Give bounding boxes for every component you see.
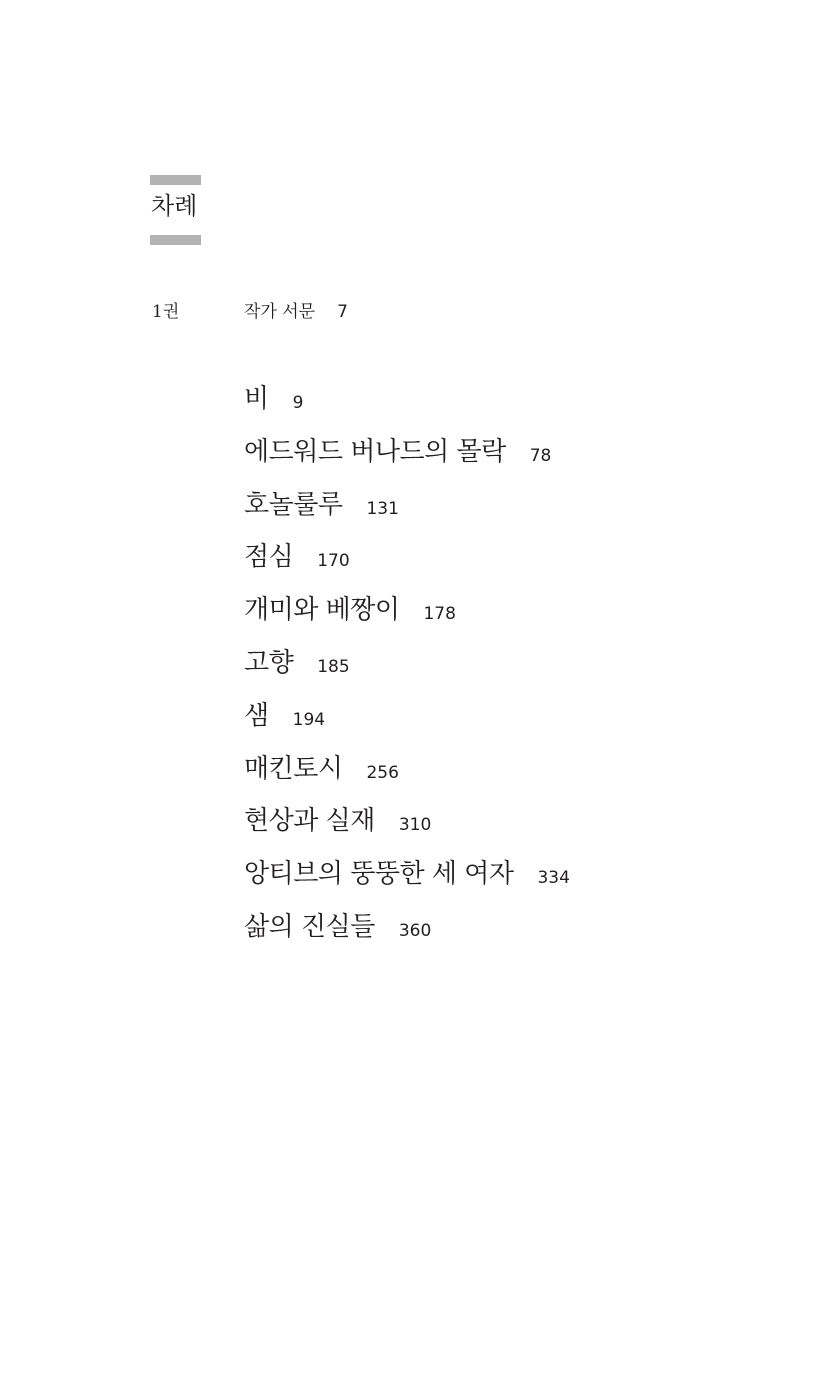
preface-title: 작가 서문 bbox=[244, 302, 316, 322]
toc-item bbox=[244, 434, 570, 487]
toc-item-title: 고향 bbox=[244, 647, 294, 678]
toc-list bbox=[244, 381, 570, 962]
preface-entry bbox=[244, 302, 348, 322]
toc-item bbox=[244, 751, 570, 804]
toc-item bbox=[244, 856, 570, 909]
toc-item-page: 360 bbox=[398, 920, 432, 941]
preface-page-number: 7 bbox=[337, 302, 348, 322]
toc-item-page: 310 bbox=[398, 815, 432, 836]
header-bottom-bar bbox=[150, 235, 201, 245]
toc-item-page: 178 bbox=[423, 604, 456, 625]
toc-item-title: 호놀룰루 bbox=[244, 489, 343, 520]
toc-item bbox=[244, 803, 570, 856]
toc-item-page: 170 bbox=[317, 551, 350, 572]
toc-item bbox=[244, 592, 570, 645]
toc-item-page: 78 bbox=[529, 445, 552, 466]
volume-label: 1권 bbox=[152, 302, 180, 322]
toc-header bbox=[150, 175, 201, 245]
toc-item-title: 현상과 실재 bbox=[244, 806, 375, 837]
toc-item-title: 에드워드 버나드의 몰락 bbox=[244, 436, 506, 467]
toc-item-title: 비 bbox=[244, 384, 269, 414]
toc-item-page: 194 bbox=[292, 709, 326, 730]
toc-item-page: 131 bbox=[366, 498, 399, 519]
page-title: 차례 bbox=[151, 192, 198, 220]
toc-item-page: 256 bbox=[366, 762, 399, 783]
toc-item-page: 9 bbox=[292, 393, 304, 413]
toc-item-title: 개미와 베짱이 bbox=[244, 595, 400, 626]
toc-item-title: 매킨토시 bbox=[244, 753, 343, 784]
toc-item bbox=[244, 487, 570, 540]
toc-item-title: 점심 bbox=[244, 542, 294, 573]
toc-item-title: 삶의 진실들 bbox=[244, 911, 375, 942]
toc-item bbox=[244, 381, 570, 434]
toc-item-page: 334 bbox=[537, 868, 570, 889]
toc-item-title: 앙티브의 뚱뚱한 세 여자 bbox=[244, 859, 514, 890]
toc-item-title: 샘 bbox=[244, 700, 269, 731]
toc-item-page: 185 bbox=[317, 656, 350, 677]
toc-item bbox=[244, 645, 570, 698]
header-top-bar bbox=[150, 175, 201, 185]
toc-item bbox=[244, 539, 570, 592]
toc-item bbox=[244, 909, 570, 962]
toc-item bbox=[244, 698, 570, 751]
